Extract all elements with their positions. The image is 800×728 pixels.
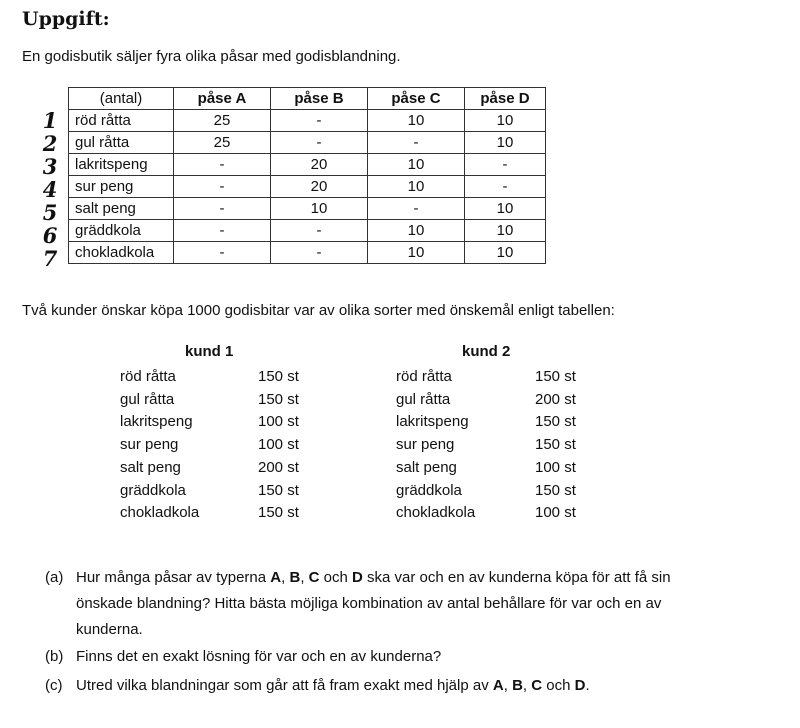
candy-name: lakritspeng	[69, 154, 174, 176]
handwritten-row-number: 3	[42, 154, 58, 179]
candy-name: röd råtta	[69, 110, 174, 132]
header-cell: (antal)	[69, 88, 174, 110]
cell-value: 25	[174, 110, 271, 132]
customer-item-name: lakritspeng	[120, 413, 193, 431]
cell-value: 10	[368, 220, 465, 242]
question-label: (a)	[45, 569, 64, 586]
cell-value: -	[271, 110, 368, 132]
cell-value: 10	[465, 220, 546, 242]
question-c	[45, 677, 590, 694]
cell-value: 10	[368, 242, 465, 264]
cell-value: 10	[368, 110, 465, 132]
customer-item-name: salt peng	[120, 458, 181, 476]
header-cell: påse A	[174, 88, 271, 110]
cell-value: 10	[271, 198, 368, 220]
table-row	[69, 132, 546, 154]
cell-value: 10	[465, 198, 546, 220]
customer-item-qty: 150 st	[535, 436, 576, 454]
customer-item-name: chokladkola	[120, 504, 200, 522]
customer-title: kund 1	[185, 343, 234, 360]
cell-value: -	[271, 242, 368, 264]
cell-value: 25	[174, 132, 271, 154]
candy-name: gul råtta	[69, 132, 174, 154]
table-row	[69, 220, 546, 242]
cell-value: -	[368, 198, 465, 220]
customer-item-name: sur peng	[120, 436, 179, 454]
task-title: Uppgift:	[22, 8, 110, 30]
cell-value: -	[271, 220, 368, 242]
customer-item-qty: 200 st	[258, 458, 299, 476]
intro-text: En godisbutik säljer fyra olika påsar med godisblandning.	[22, 48, 401, 65]
customer-item-qty: 150 st	[535, 368, 576, 385]
customer-item-qty: 150 st	[258, 481, 299, 499]
header-cell: påse B	[271, 88, 368, 110]
customer-item-qty: 150 st	[258, 504, 299, 522]
candy-name: sur peng	[69, 176, 174, 198]
customer-item-qty: 150 st	[258, 390, 299, 408]
customer-item-name: chokladkola	[396, 504, 476, 522]
question-label: (c)	[45, 677, 63, 694]
cell-value: -	[174, 154, 271, 176]
header-cell: påse D	[465, 88, 546, 110]
header-cell: påse C	[368, 88, 465, 110]
cell-value: 10	[465, 242, 546, 264]
customer-title: kund 2	[462, 343, 511, 360]
table-row	[69, 242, 546, 264]
customer-item-qty: 200 st	[535, 390, 576, 408]
customer-item-qty: 100 st	[535, 458, 576, 476]
question-label: (b)	[45, 648, 64, 665]
handwritten-row-number: 5	[42, 200, 58, 225]
question-a	[45, 569, 671, 638]
table-row	[69, 198, 546, 220]
question-line: kunderna.	[76, 621, 143, 638]
handwritten-row-number: 2	[42, 131, 58, 156]
cell-value: 10	[465, 110, 546, 132]
cell-value: -	[368, 132, 465, 154]
cell-value: -	[465, 176, 546, 198]
cell-value: 10	[368, 176, 465, 198]
cell-value: 10	[368, 154, 465, 176]
cell-value: -	[271, 132, 368, 154]
candy-name: chokladkola	[69, 242, 174, 264]
customer-item-name: lakritspeng	[396, 413, 469, 431]
candy-name: salt peng	[69, 198, 174, 220]
customer-item-qty: 150 st	[258, 368, 299, 385]
question-line: Hur många påsar av typerna A, B, C och D ska var och en av kunderna köpa för att få sin	[76, 569, 671, 586]
question-line: önskade blandning? Hitta bästa möjliga kombination av antal behållare för var och en av	[76, 595, 662, 612]
handwritten-row-number: 7	[42, 246, 58, 271]
cell-value: -	[174, 242, 271, 264]
candy-name: gräddkola	[69, 220, 174, 242]
customer-item-qty: 100 st	[258, 413, 299, 431]
cell-value: -	[174, 198, 271, 220]
customer-item-qty: 100 st	[535, 504, 576, 522]
bag-table	[68, 87, 546, 264]
cell-value: 20	[271, 176, 368, 198]
cell-value: -	[174, 176, 271, 198]
question-line: Finns det en exakt lösning för var och en av kunderna?	[76, 648, 442, 665]
customer-item-qty: 150 st	[535, 481, 576, 499]
cell-value: 10	[465, 132, 546, 154]
cell-value: -	[174, 220, 271, 242]
handwritten-row-number: 1	[42, 108, 58, 133]
table-header-row	[69, 88, 546, 110]
cell-value: -	[465, 154, 546, 176]
table-row	[69, 176, 546, 198]
paragraph: Två kunder önskar köpa 1000 godisbitar var av olika sorter med önskemål enligt tabellen:	[22, 302, 615, 319]
table-row	[69, 110, 546, 132]
customer-item-name: gräddkola	[120, 481, 186, 499]
handwritten-row-number: 4	[42, 177, 58, 202]
customer-item-name: röd råtta	[396, 368, 452, 385]
question-line: Utred vilka blandningar som går att få fram exakt med hjälp av A, B, C och D.	[76, 677, 590, 694]
customer-item-name: salt peng	[396, 458, 457, 476]
cell-value: 20	[271, 154, 368, 176]
customer-item-name: gräddkola	[396, 481, 462, 499]
customer-item-name: gul råtta	[120, 390, 175, 408]
customer-item-name: sur peng	[396, 436, 455, 454]
customer-item-qty: 150 st	[535, 413, 576, 431]
handwritten-row-number: 6	[42, 223, 58, 248]
customer-item-qty: 100 st	[258, 436, 299, 454]
question-b	[45, 648, 442, 665]
customer-item-name: röd råtta	[120, 368, 176, 385]
customer-item-name: gul råtta	[396, 390, 451, 408]
table-row	[69, 154, 546, 176]
